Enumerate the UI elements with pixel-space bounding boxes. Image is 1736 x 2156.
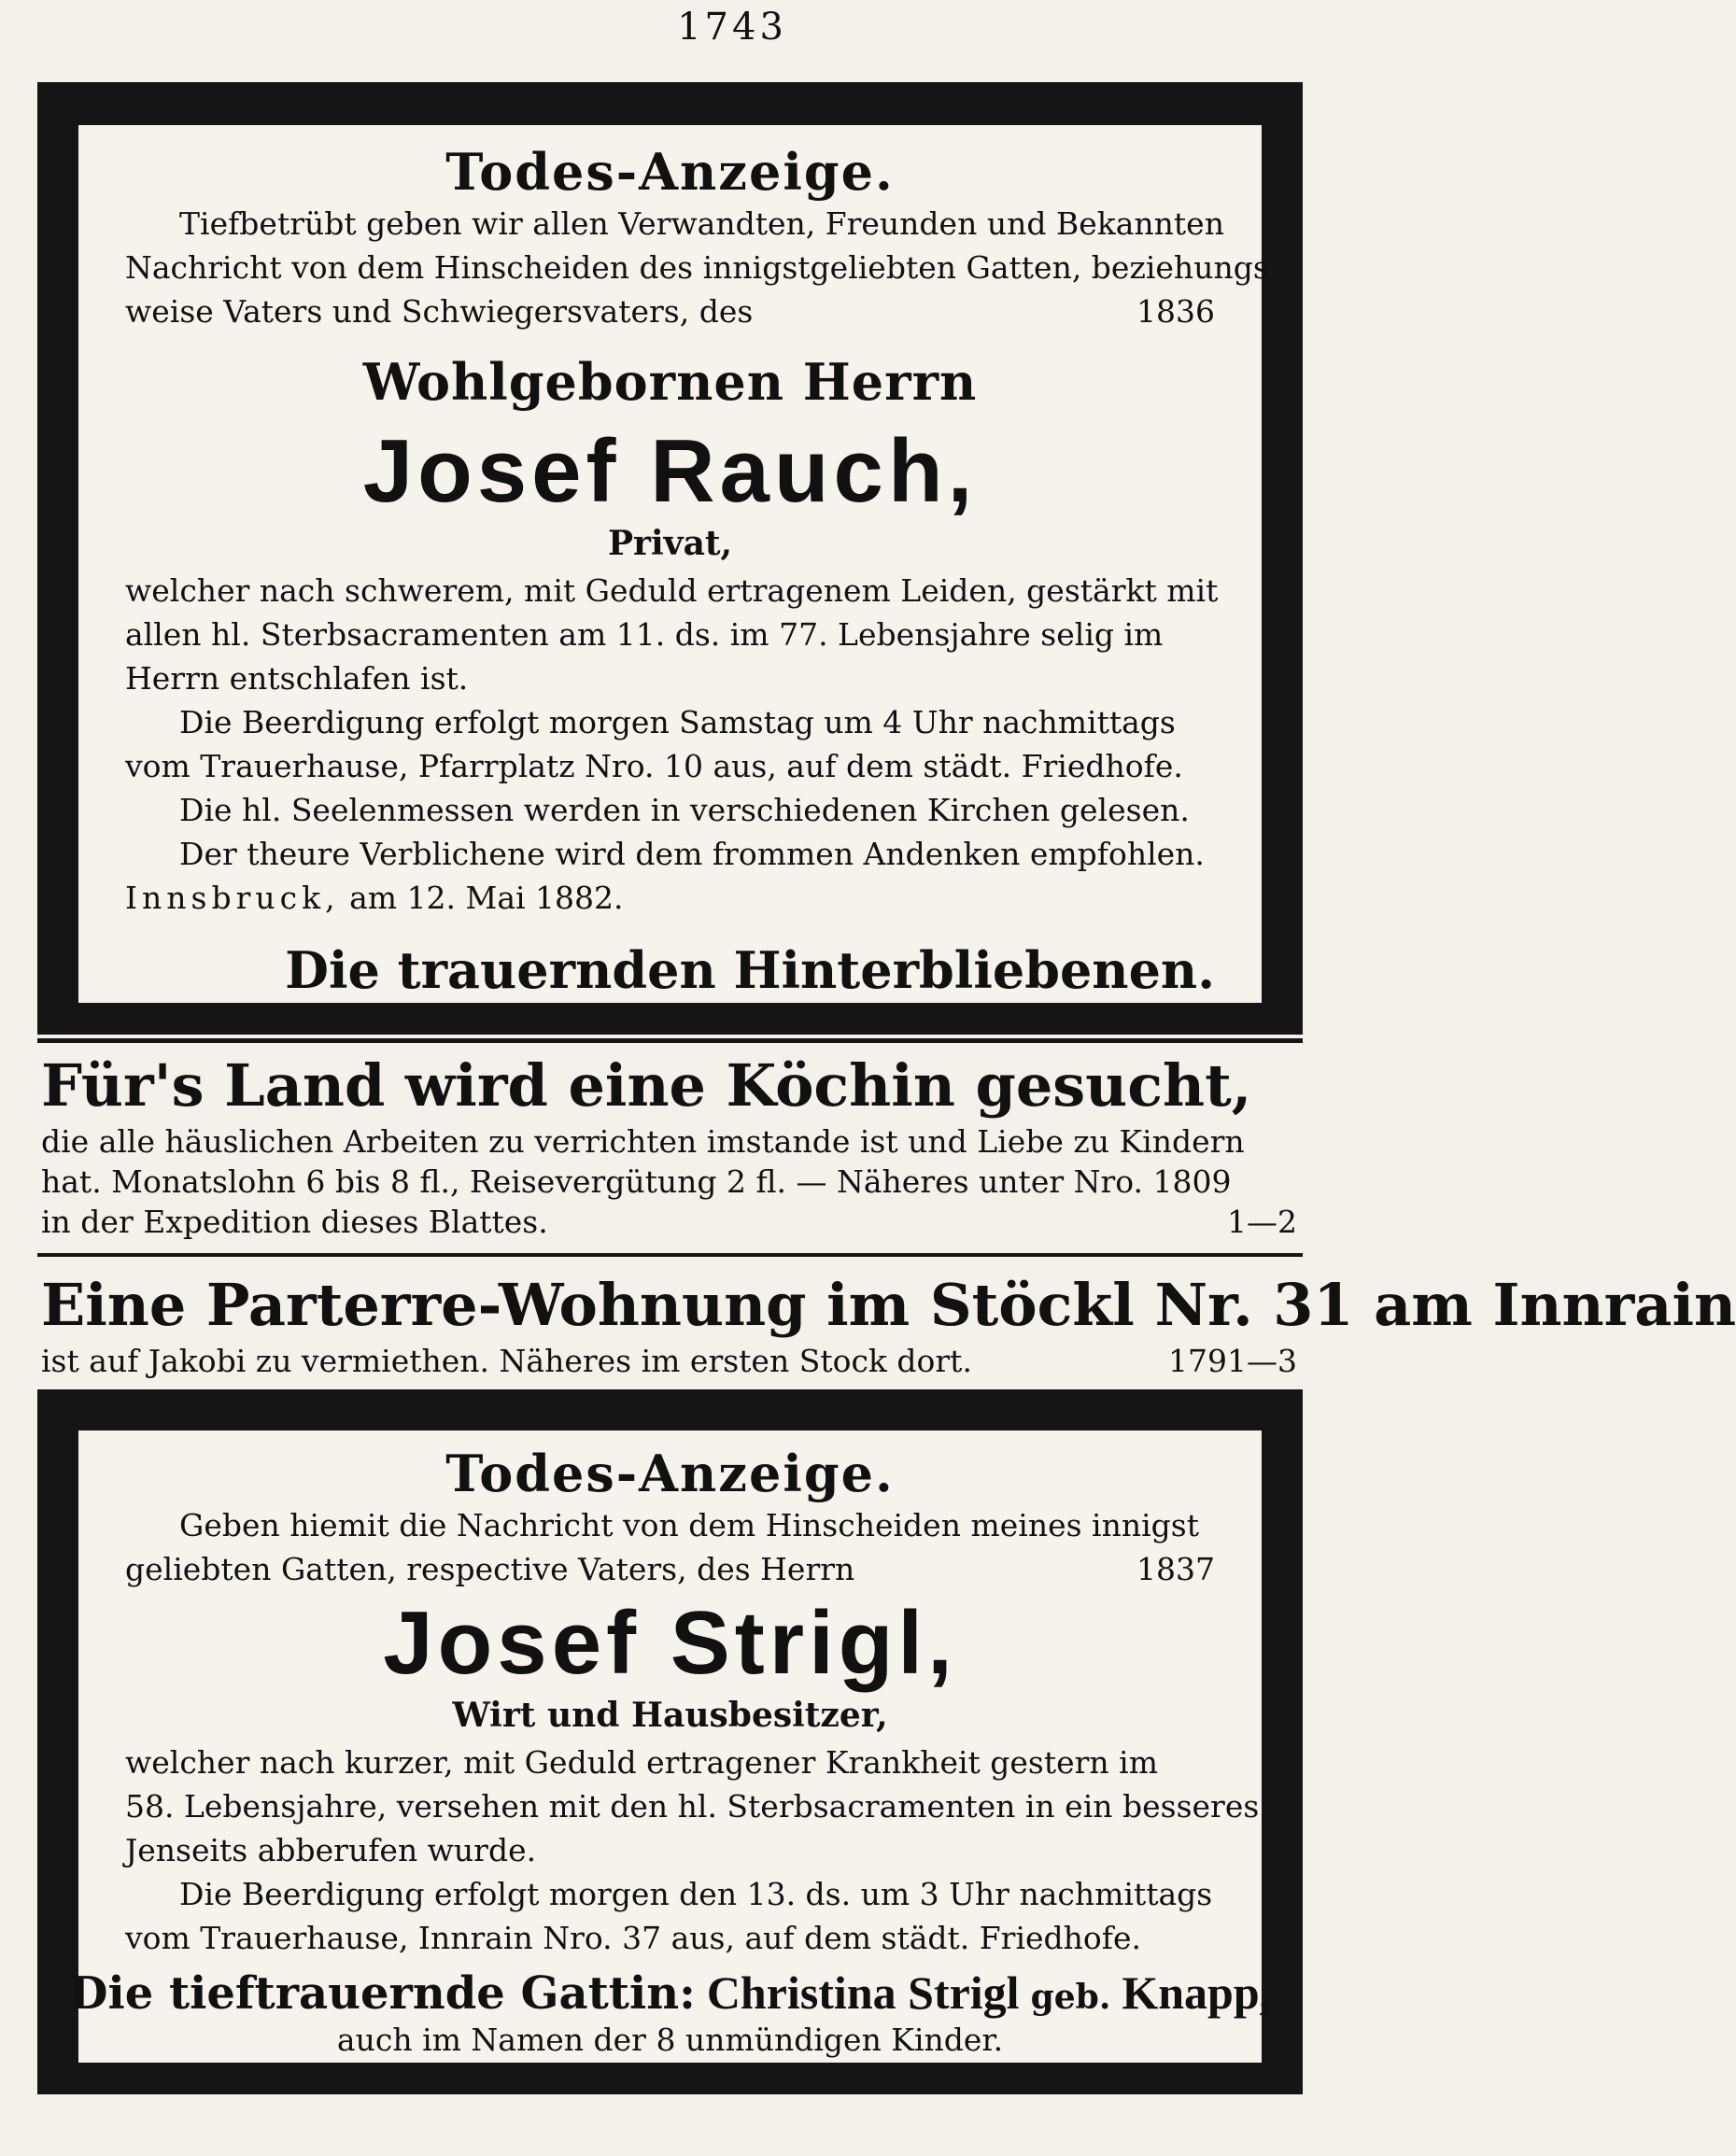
notice-text-line: Der theure Verblichene wird dem frommen Andenken empfohlen. <box>179 836 1205 872</box>
notice-heading: Todes-Anzeige. <box>445 142 895 202</box>
honorific-title: Wohlgebornen Herrn <box>362 352 978 412</box>
notice-text-line: vom Trauerhause, Pfarrplatz Nro. 10 aus, auf dem städt. Friedhofe. <box>125 748 1183 784</box>
deceased-occupation: Privat, <box>607 524 733 563</box>
ad-headline: Für's Land wird eine Köchin gesucht, <box>41 1051 1252 1120</box>
deceased-occupation: Wirt und Hausbesitzer, <box>452 1696 888 1735</box>
notice-text-line: Nachricht von dem Hinscheiden des innigstgeliebten Gatten, beziehungs- <box>125 249 1279 286</box>
widow-name: Christina Strigl <box>706 1966 1020 2019</box>
signature <box>68 1966 1272 2020</box>
ad-headline: Eine Parterre-Wohnung im Stöckl Nr. 31 am Innrain <box>41 1271 1736 1339</box>
notice-text-line: Herrn entschlafen ist. <box>125 660 469 697</box>
notice-text-line: allen hl. Sterbsacramenten am 11. ds. im 77. Lebensjahre selig im <box>125 616 1164 653</box>
divider <box>37 1253 1303 1257</box>
notice-text-line: Tiefbetrübt geben wir allen Verwandten, Freunden und Bekannten <box>179 205 1224 242</box>
page-number: 1743 <box>677 6 787 49</box>
deceased-name: Josef Strigl, <box>383 1593 957 1693</box>
notice-text-line: Die hl. Seelenmessen werden in verschiedenen Kirchen gelesen. <box>179 792 1190 828</box>
notice-text-line: welcher nach schwerem, mit Geduld ertragenem Leiden, gestärkt mit <box>125 572 1219 609</box>
notice-text-line: Die Beerdigung erfolgt morgen Samstag um 4 Uhr nachmittags <box>179 704 1176 740</box>
signature: Die trauernden Hinterbliebenen. <box>285 940 1215 1000</box>
notice-text-line: geliebten Gatten, respective Vaters, des Herrn 1837 <box>125 1547 1215 1591</box>
reference-number: 1—2 <box>1227 1204 1297 1240</box>
notice-text-line: welcher nach kurzer, mit Geduld ertragener Krankheit gestern im <box>125 1744 1159 1781</box>
divider <box>37 1038 1303 1043</box>
reference-number: 1836 <box>1136 293 1215 330</box>
children-line: auch im Namen der 8 unmündigen Kinder. <box>336 2022 1004 2058</box>
maiden-name: Knapp, <box>1122 1966 1272 2019</box>
notice-text-line: weise Vaters und Schwiegersvaters, des 1836 <box>125 289 1215 333</box>
notice-text-line: Geben hiemit die Nachricht von dem Hinscheiden meines innigst <box>179 1507 1199 1543</box>
notice-text-line: Jenseits abberufen wurde. <box>125 1832 537 1868</box>
notice-text-line: vom Trauerhause, Innrain Nro. 37 aus, auf dem städt. Friedhofe. <box>125 1920 1142 1956</box>
death-notice-strigl <box>37 1389 1303 2094</box>
reference-number: 1837 <box>1136 1551 1215 1587</box>
reference-number: 1791—3 <box>1168 1343 1297 1379</box>
ad-text-line: ist auf Jakobi zu vermiethen. Näheres im ersten Stock dort. 1791—3 <box>41 1343 1297 1379</box>
place-date <box>125 876 1215 920</box>
ad-text-line: in der Expedition dieses Blattes. 1—2 <box>41 1204 1297 1240</box>
signature-prefix: Die tieftrauernde Gattin: <box>68 1967 696 2020</box>
nee-label: geb. <box>1030 1978 1111 2017</box>
notice-heading: Todes-Anzeige. <box>445 1444 895 1503</box>
notice-text-line: 58. Lebensjahre, versehen mit den hl. Sterbsacramenten in ein besseres <box>125 1788 1260 1825</box>
place: Innsbruck, <box>125 880 340 916</box>
date: am 12. Mai 1882. <box>349 880 624 916</box>
ad-apartment <box>41 1270 1736 1381</box>
notice-text-line: Die Beerdigung erfolgt morgen den 13. ds. um 3 Uhr nachmittags <box>179 1876 1213 1912</box>
ad-text-line: die alle häuslichen Arbeiten zu verrichten imstande ist und Liebe zu Kindern <box>41 1123 1245 1160</box>
death-notice-rauch <box>37 82 1303 1035</box>
deceased-name: Josef Rauch, <box>362 421 978 521</box>
ad-cook-wanted <box>41 1050 1297 1242</box>
ad-text-line: hat. Monatslohn 6 bis 8 fl., Reisevergütung 2 fl. — Näheres unter Nro. 1809 <box>41 1163 1232 1200</box>
